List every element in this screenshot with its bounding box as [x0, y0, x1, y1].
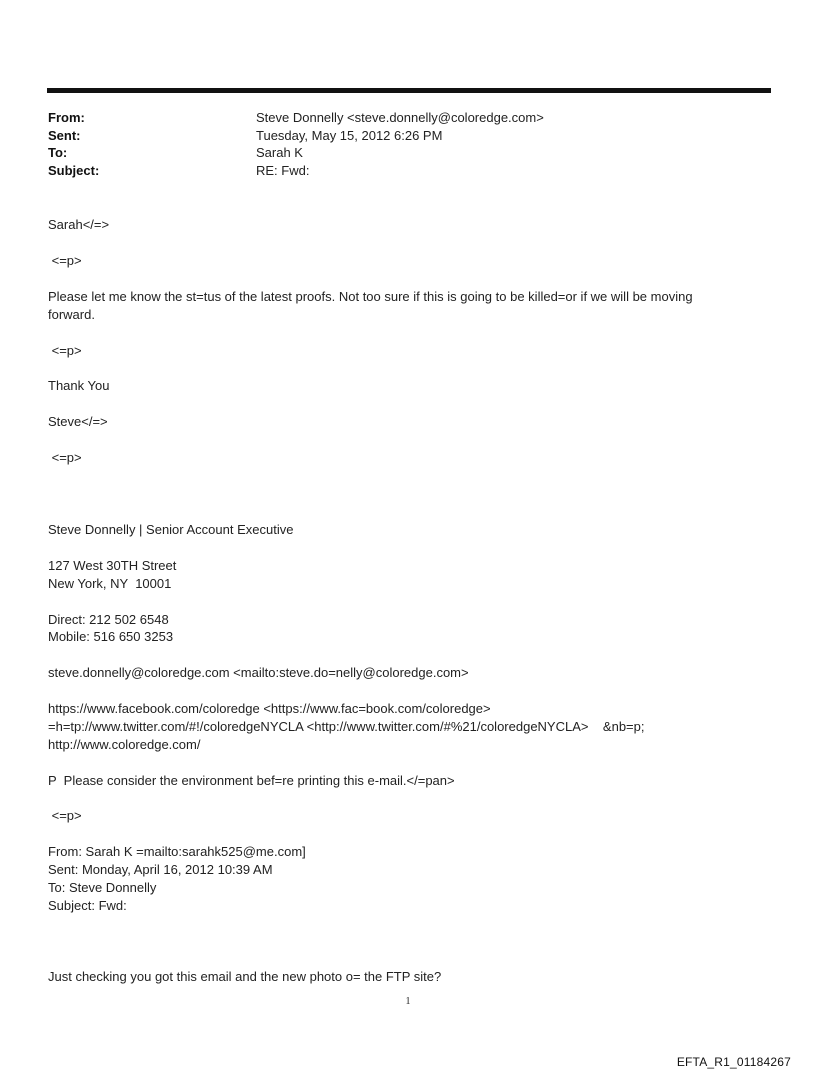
- header-subject-row: [48, 162, 544, 180]
- signature-address-line-1: 127 West 30TH Street: [48, 558, 177, 573]
- header-sent-row: [48, 127, 544, 145]
- paragraph-marker-2: <=p>: [48, 343, 82, 358]
- sent-label: Sent:: [48, 127, 81, 143]
- paragraph-marker-3: <=p>: [48, 450, 82, 465]
- signature-website-link: http://www.coloredge.com/: [48, 737, 201, 752]
- forwarded-from: From: Sarah K =mailto:sarahk525@me.com]: [48, 844, 306, 859]
- sent-value: Tuesday, May 15, 2012 6:26 PM: [256, 127, 443, 143]
- paragraph-marker-1: <=p>: [48, 253, 82, 268]
- header-to-row: [48, 144, 544, 162]
- signature-facebook-link: https://www.facebook.com/coloredge <https://www.fac=book.com/coloredge>: [48, 701, 491, 716]
- paragraph-marker-4: <=p>: [48, 808, 82, 823]
- thank-you: Thank You: [48, 378, 110, 393]
- from-value: Steve Donnelly <steve.donnelly@coloredge.com>: [256, 110, 544, 125]
- to-value: Sarah K: [256, 145, 303, 160]
- forwarded-subject: Subject: Fwd:: [48, 898, 127, 913]
- page-number: 1: [405, 996, 411, 1007]
- from-label: From:: [48, 110, 85, 125]
- environment-note: P Please consider the environment bef=re printing this e-mail.</=pan>: [48, 773, 455, 788]
- forwarded-sent: Sent: Monday, April 16, 2012 10:39 AM: [48, 862, 273, 877]
- signature-twitter-link: =h=tp://www.twitter.com/#!/coloredgeNYCLA <http://www.twitter.com/#%21/coloredgeNYCLA> &nb=p;: [48, 719, 645, 734]
- signature-mobile-phone: Mobile: 516 650 3253: [48, 629, 174, 644]
- header-rule: [47, 88, 771, 93]
- signature-email: steve.donnelly@coloredge.com <mailto:steve.do=nelly@coloredge.com>: [48, 665, 469, 680]
- forwarded-message: Just checking you got this email and the new photo o= the FTP site?: [48, 969, 442, 984]
- email-header: [48, 109, 544, 179]
- subject-value: RE: Fwd:: [256, 162, 310, 178]
- subject-label: Subject:: [48, 162, 100, 178]
- signature-name-title: Steve Donnelly | Senior Account Executive: [48, 522, 294, 537]
- greeting: Sarah</=>: [48, 217, 110, 232]
- bates-stamp: EFTA_R1_01184267: [676, 1055, 791, 1069]
- sign-off: Steve</=>: [48, 414, 108, 429]
- message-body: Please let me know the st=tus of the latest proofs. Not too sure if this is going to be killed=or if we will be moving forward.: [48, 289, 693, 322]
- signature-address-line-2: New York, NY 10001: [48, 576, 172, 591]
- header-from-row: [48, 109, 544, 127]
- to-label: To:: [48, 145, 68, 160]
- signature-direct-phone: Direct: 212 502 6548: [48, 612, 169, 627]
- forwarded-to: To: Steve Donnelly: [48, 880, 157, 895]
